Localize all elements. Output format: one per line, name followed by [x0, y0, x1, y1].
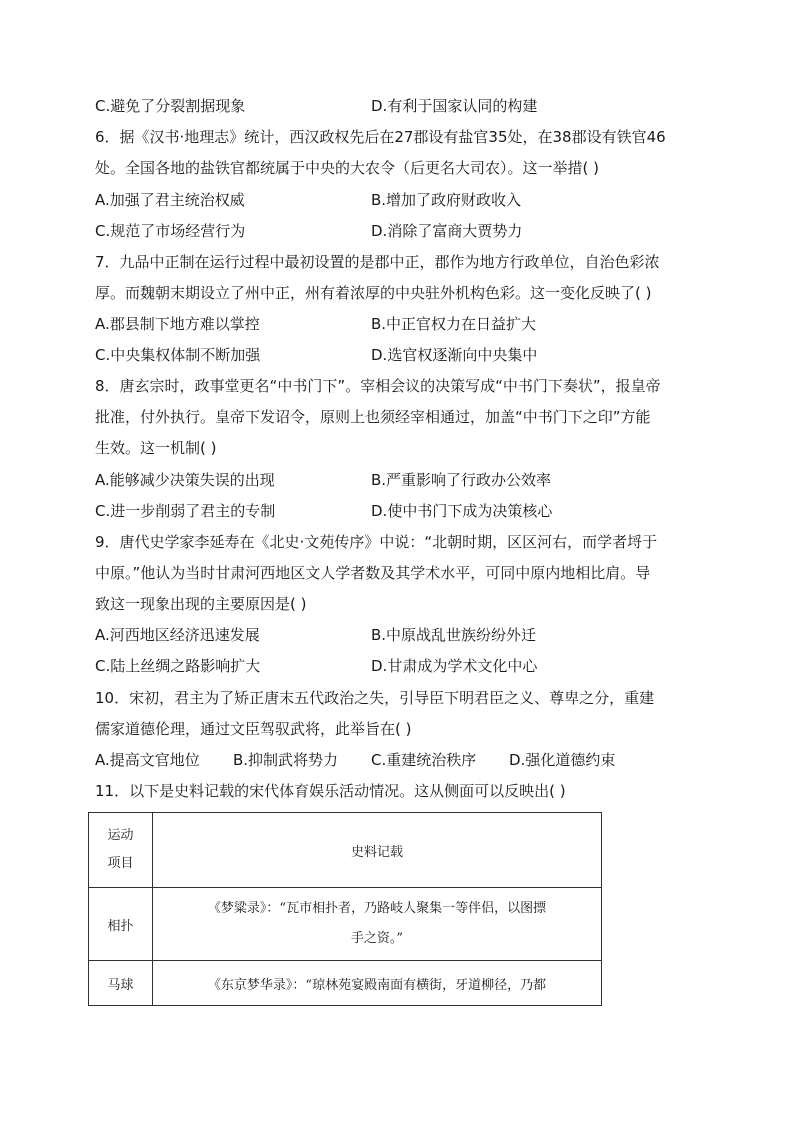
q10-option-b: B.抑制武将势力: [233, 751, 339, 769]
q5-option-c: C.避免了分裂割据现象: [95, 97, 246, 115]
q8-stem-line-2: 批准，付外执行。皇帝下发诏令，原则上也须经宰相通过，加盖“中书门下之印”方能: [95, 408, 651, 426]
header-item-line-1: 运动: [107, 828, 134, 843]
q10-option-c: C.重建统治秩序: [371, 751, 477, 769]
q9-option-c: C.陆上丝绸之路影响扩大: [95, 657, 261, 675]
q6-stem-line-1: 6．据《汉书·地理志》统计，西汉政权先后在27郡设有盐官35处，在38郡设有铁官46: [95, 128, 666, 146]
q11-stem: 11．以下是史料记载的宋代体育娱乐活动情况。这从侧面可以反映出( ): [95, 782, 566, 800]
record-line-1: 《梦粱录》：“瓦市相扑者，乃路岐人聚集一等伴侣，以图摽: [207, 901, 547, 916]
table-row: [89, 888, 602, 961]
q8-option-a: A.能够减少决策失误的出现: [95, 471, 275, 489]
q11-table: [88, 812, 602, 1006]
q8-option-b: B.严重影响了行政办公效率: [371, 471, 552, 489]
q9-option-a: A.河西地区经济迅速发展: [95, 626, 260, 644]
q6-option-b: B.增加了政府财政收入: [371, 191, 522, 209]
table-row: [89, 961, 602, 1006]
table-header-item: [89, 813, 153, 888]
q9-stem-line-3: 致这一现象出现的主要原因是( ): [95, 595, 307, 613]
header-item-line-2: 项目: [107, 856, 134, 871]
q7-stem-line-1: 7．九品中正制在运行过程中最初设置的是郡中正，郡作为地方行政单位，自治色彩浓: [95, 253, 660, 271]
q10-option-d: D.强化道德约束: [509, 751, 616, 769]
table-cell-item: 相扑: [89, 888, 153, 961]
q7-option-d: D.选官权逐渐向中央集中: [371, 346, 538, 364]
q6-option-d: D.消除了富商大贾势力: [371, 222, 523, 240]
q6-stem-line-2: 处。全国各地的盐铁官都统属于中央的大农令（后更名大司农）。这一举措( ): [95, 159, 599, 177]
q8-option-d: D.使中书门下成为决策核心: [371, 502, 553, 520]
record-line-1: 《东京梦华录》：“琼林苑宴殿南面有横街，牙道柳径，乃都: [207, 977, 547, 993]
q8-option-c: C.进一步削弱了君主的专制: [95, 502, 276, 520]
q7-option-b: B.中正官权力在日益扩大: [371, 315, 537, 333]
q6-option-c: C.规范了市场经营行为: [95, 222, 246, 240]
table-cell-record: [153, 961, 602, 1006]
q9-option-b: B.中原战乱世族纷纷外迁: [371, 626, 537, 644]
q7-stem-line-2: 厚。而魏朝末期设立了州中正，州有着浓厚的中央驻外机构色彩。这一变化反映了( ): [95, 284, 652, 302]
q10-option-a: A.提高文官地位: [95, 751, 200, 769]
q9-stem-line-1: 9．唐代史学家李延寿在《北史·文苑传序》中说：“北朝时期，区区河右，而学者埒于: [95, 533, 658, 551]
q7-option-c: C.中央集权体制不断加强: [95, 346, 261, 364]
q6-option-a: A.加强了君主统治权威: [95, 191, 245, 209]
table-cell-record: [153, 888, 602, 961]
table-cell-item: 马球: [89, 961, 153, 1006]
q10-stem-line-1: 10．宋初，君主为了矫正唐末五代政治之失，引导臣下明君臣之义、尊卑之分，重建: [95, 689, 655, 707]
table-header-record: 史料记载: [153, 813, 602, 888]
q10-stem-line-2: 儒家道德伦理，通过文臣驾驭武将，此举旨在( ): [95, 720, 412, 738]
q8-stem-line-3: 生效。这一机制( ): [95, 439, 217, 457]
q9-stem-line-2: 中原。”他认为当时甘肃河西地区文人学者数及其学术水平，可同中原内地相比肩。导: [95, 564, 651, 582]
q8-stem-line-1: 8．唐玄宗时，政事堂更名“中书门下”。宰相会议的决策写成“中书门下奏状”，报皇帝: [95, 377, 661, 395]
table-header-row: [89, 813, 602, 888]
q9-option-d: D.甘肃成为学术文化中心: [371, 657, 538, 675]
q5-option-d: D.有利于国家认同的构建: [371, 97, 538, 115]
record-line-2: 手之资。”: [350, 931, 404, 946]
q7-option-a: A.郡县制下地方难以掌控: [95, 315, 260, 333]
